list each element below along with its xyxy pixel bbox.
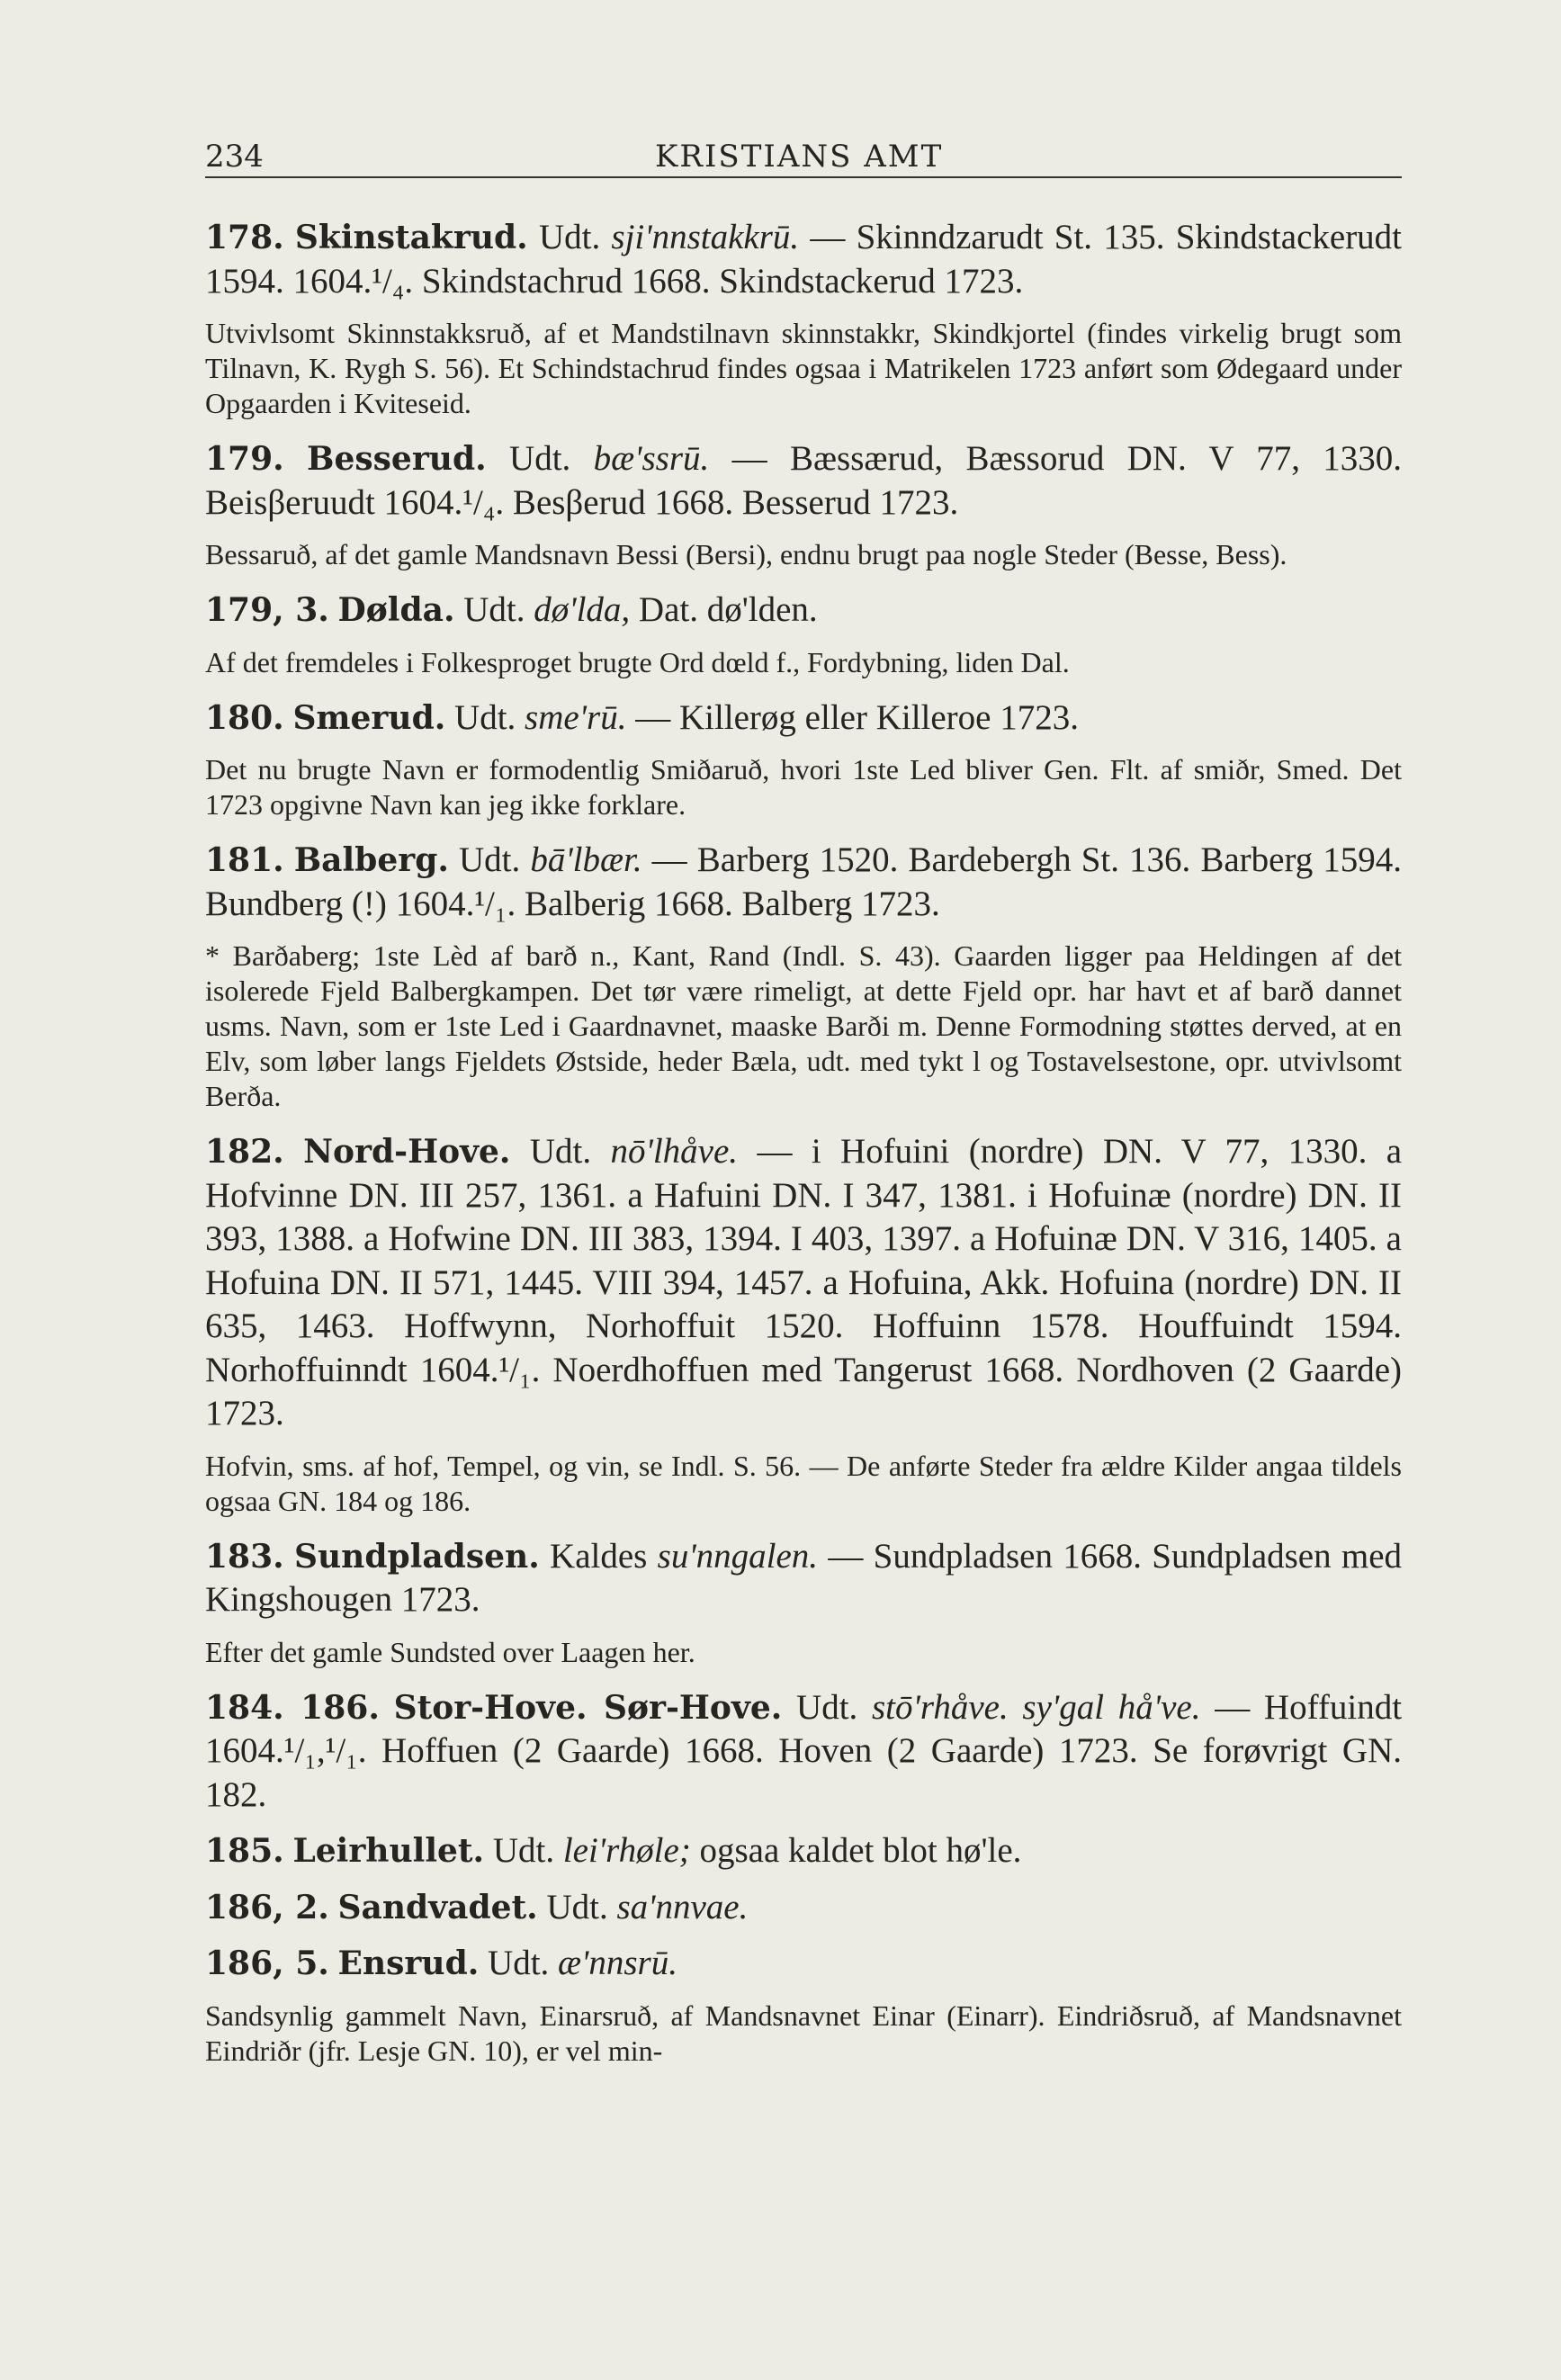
entry [205,216,1402,303]
entry [205,696,1402,741]
running-title: KRISTIANS AMT [655,139,944,175]
entry [205,1535,1402,1622]
entry-note: Efter det gamle Sundsted over Laagen her. [205,1635,695,1668]
entry-pronunciation: bæ'ssrū. [593,439,710,478]
entries [205,216,1402,2085]
entry-note: Utvivlsomt Skinnstakksruð, af et Mandstilnavn skinnstakkr, Skindkjortel (findes virkelig brugt som Tilnavn, K. Rygh S. 56). Et Schindstachrud findes ogsaa i Matrikelen 1723 anført som Ødegaard under Opgaarden i Kviteseid. [205,317,1402,419]
entry-pronunciation: æ'nnsrū. [558,1944,677,1982]
entry-pronunciation: su'nngalen. [657,1536,819,1576]
entry-text: ogsaa kaldet blot hø'le. [699,1831,1022,1870]
entry-udt: Udt. [796,1687,858,1727]
entry-udt: Udt. [459,840,521,879]
entry-name: Balberg. [293,841,449,879]
entry-number: 185. [205,1832,284,1870]
entry-name: Leirhullet. [292,1832,485,1870]
entry [205,839,1402,926]
entry-number: 178. [205,219,284,256]
entry-number: 183. [205,1537,284,1576]
entry-text: — Hoffuindt 1604.¹/₁,¹/₁. Hoffuen (2 Gaarde) 1668. Hoven (2 Gaarde) 1723. Se forøvrigt GN. 182. [205,1687,1403,1814]
entry [205,1886,1402,1930]
entry-text: — Sundpladsen 1668. Sundpladsen med Kingshougen 1723. [205,1536,1403,1619]
entry-number: 180. [205,698,284,737]
entry-udt: Udt. [538,218,601,256]
entry [205,437,1402,525]
entry [205,1130,1402,1436]
entry-pronunciation: stō'rhåve. sy'gal hå've. [872,1687,1201,1727]
entry-udt: Udt. [488,1944,550,1982]
entry-note: Hofvin, sms. af hof, Tempel, og vin, se Indl. S. 56. — De anførte Steder fra ældre Kilder angaa tildels ogsaa GN. 184 og 186. [205,1449,1402,1517]
entry-udt: Udt. [529,1132,592,1171]
entry-name: Ensrud. [337,1944,480,1982]
entry-note: Det nu brugte Navn er formodentlig Smiðaruð, hvori 1ste Led bliver Gen. Flt. af smiðr, Smed. Det 1723 opgivne Navn kan jeg ikke forklare. [205,753,1402,821]
entry-number: 186, 2. [205,1888,329,1926]
entry-name: Nord-Hove. [303,1133,511,1171]
entry-pronunciation: sji'nnstakkrū. [611,218,800,256]
entry-name: Stor-Hove. Sør-Hove. [393,1688,783,1727]
entry-udt: Udt. [492,1831,555,1870]
entry-text: Dat. dø'lden. [638,590,818,629]
entry-udt: Kaldes [550,1536,648,1576]
entry-text: — Skinndzarudt St. 135. Skindstackerudt 1594. 1604.¹/₄. Skindstachrud 1668. Skindstackerud 1723. [205,218,1403,301]
entry-udt: Udt. [454,697,516,737]
entry-pronunciation: sme'rū. [525,697,627,737]
entry-text: — Killerøg eller Killeroe 1723. [635,697,1079,737]
entry [205,1829,1402,1873]
entry-udt: Udt. [546,1887,608,1926]
entry-pronunciation: lei'rhøle; [562,1831,691,1870]
entry [205,1942,1402,1986]
entry-pronunciation: nō'lhåve. [610,1132,739,1171]
entry-number: 179, 3. [205,591,329,629]
entry-name: Dølda. [337,591,455,629]
entry-note: * Barðaberg; 1ste Lèd af barð n., Kant, Rand (Indl. S. 43). Gaarden ligger paa Heldingen af det isolerede Fjeld Balbergkampen. Det tør være rimeligt, at dette Fjeld opr. har havt et af barð dannet usms. Navn, som er 1ste Led i Gaardnavnet, maaske Barði m. Denne Formodning støttes derved, at en Elv, som løber langs Fjeldets Østside, heder Bæla, udt. med tykt l og Tostavelsestone, opr. utvivlsomt Berða. [205,939,1402,1112]
entry-name: Skinstakrud. [294,219,528,256]
entry-note: Bessaruð, af det gamle Mandsnavn Bessi (Bersi), endnu brugt paa nogle Steder (Besse, Bess). [205,538,1287,570]
entry-name: Besserud. [307,440,487,478]
header-rule [205,176,1402,178]
entry-number: 182. [205,1133,284,1171]
entry-udt: Udt. [463,590,525,629]
entry-pronunciation: bā'lbær. [530,840,642,879]
entry-name: Sundpladsen. [293,1537,540,1576]
page-number: 234 [205,139,264,175]
entry-note: Sandsynlig gammelt Navn, Einarsruð, af Mandsnavnet Einar (Einarr). Eindriðsruð, af Mandsnavnet Eindriðr (jfr. Lesje GN. 10), er vel min- [205,1998,1402,2067]
entry-number: 186, 5. [205,1944,329,1982]
entry-number: 184. 186. [205,1688,380,1727]
entry [205,1686,1402,1818]
entry-pronunciation: dø'lda, [534,590,631,629]
entry-pronunciation: sa'nnvae. [616,1887,749,1926]
entry-text: — Bæssærud, Bæssorud DN. V 77, 1330. Beisβeruudt 1604.¹/₄. Besβerud 1668. Besserud 1723. [205,439,1403,522]
entry-number: 181. [205,841,284,879]
entry-udt: Udt. [509,439,571,478]
entry [205,588,1402,633]
entry-name: Sandvadet. [337,1888,538,1926]
entry-number: 179. [205,440,284,478]
entry-text: — i Hofuini (nordre) DN. V 77, 1330. a Hofvinne DN. III 257, 1361. a Hafuini DN. I 347, 1381. i Hofuinæ (nordre) DN. II 393, 1388. a Hofwine DN. III 383, 1394. I 403, 1397. a Hofuinæ DN. V 316, 1405. a Hofuina DN. II 571, 1445. VIII 394, 1457. a Hofuina, Akk. Hofuina (nordre) DN. II 635, 1463. Hoffwynn, Norhoffuit 1520. Hoffuinn 1578. Houffuindt 1594. Norhoffuinndt 1604.¹/₁. Noerdhoffuen med Tangerust 1668. Nordhoven (2 Gaarde) 1723. [205,1132,1403,1432]
entry-note: Af det fremdeles i Folkesproget brugte Ord dœld f., Fordybning, liden Dal. [205,645,1070,678]
entry-text: — Barberg 1520. Bardebergh St. 136. Barberg 1594. Bundberg (!) 1604.¹/₁. Balberig 1668. Balberg 1723. [205,840,1403,923]
page-header [205,133,1402,175]
entry-name: Smerud. [292,698,446,737]
